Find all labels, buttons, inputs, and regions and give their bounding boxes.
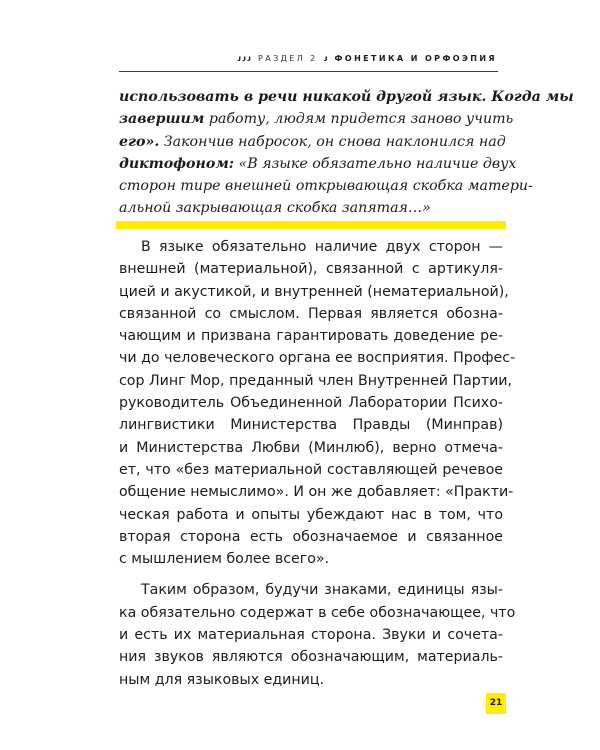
paragraph-1-line: чи до человеческого органа ее восприятия. Профес- xyxy=(119,350,516,367)
body-text xyxy=(119,236,516,691)
excerpt-line-3-rest: Закончив набросок, он снова наклонился над xyxy=(159,133,506,150)
paragraph-2-line: и есть их материальная сторона. Звуки и сочета- xyxy=(119,627,503,644)
header-divider xyxy=(119,71,498,72)
paragraph-1 xyxy=(119,236,516,570)
paragraph-2 xyxy=(119,579,516,690)
page-number: 21 xyxy=(486,693,506,714)
excerpt-line-3-bold: его». xyxy=(119,133,160,150)
excerpt-line-4-rest: «В языке обязательно наличие двух xyxy=(234,155,517,172)
excerpt-line-2-rest: работу, людям придется заново учить xyxy=(204,111,514,128)
excerpt-line-2-bold: завершим xyxy=(119,111,205,128)
excerpt-line-5: сторон тире внешней открывающая скобка матери- xyxy=(119,178,533,195)
paragraph-1-line: руководитель Объединенной Лаборатории Психо- xyxy=(119,395,503,412)
paragraph-1-line: сор Линг Мор, преданный член Внутренней Партии, xyxy=(119,372,513,389)
excerpt-line-1: использовать в речи никакой другой язык. Когда мы xyxy=(119,89,574,105)
chapter-title: ФОНЕТИКА И ОРФОЭПИЯ xyxy=(334,54,497,63)
paragraph-2-line: ным для языковых единиц. xyxy=(119,671,325,688)
paragraph-1-line: чающим и призвана гарантировать доведение ре- xyxy=(119,328,503,345)
excerpt-line-4-bold: диктофоном: xyxy=(119,155,235,172)
paragraph-spacer xyxy=(119,570,503,579)
paragraph-1-line: с мышлением более всего». xyxy=(119,551,330,568)
yellow-divider-bar xyxy=(116,221,506,229)
excerpt-line-2 xyxy=(119,108,514,130)
paragraph-1-line: общение немыслимо». И он же добавляет: «Практи- xyxy=(119,484,514,501)
italic-excerpt xyxy=(119,86,574,220)
paragraph-2-line: ния звуков являются обозначающим, материаль- xyxy=(119,649,503,666)
header-ornament: ᴊᴊᴊ xyxy=(237,54,252,63)
paragraph-1-line: вторая сторона есть обозначаемое и связанное xyxy=(119,528,503,545)
paragraph-1-line: внешней (материальной), связанной с артикуля- xyxy=(119,261,503,278)
excerpt-line-4 xyxy=(119,153,517,175)
paragraph-1-line: ет, что «без материальной составляющей речевое xyxy=(119,461,503,478)
paragraph-1-line: ческая работа и опыты убеждают нас в том, что xyxy=(119,506,503,523)
paragraph-1-line: и Министерства Любви (Минлюб), верно отмеча- xyxy=(119,439,503,456)
excerpt-line-3 xyxy=(119,131,506,153)
excerpt-line-6: альной закрывающая скобка запятая…» xyxy=(119,200,431,217)
section-label: РАЗДЕЛ 2 xyxy=(257,54,318,63)
header-separator: ᴊ xyxy=(323,54,329,63)
paragraph-1-line: цией и акустикой, и внутренней (нематериальной), xyxy=(119,283,509,300)
paragraph-2-line: Таким образом, будучи знаками, единицы язы- xyxy=(141,582,503,599)
paragraph-2-line: ка обязательно содержат в себе обозначающее, что xyxy=(119,604,516,621)
running-header xyxy=(237,54,497,63)
paragraph-1-line: лингвистики Министерства Правды (Минправ) xyxy=(119,417,503,434)
paragraph-1-line: связанной со смыслом. Первая является обозна- xyxy=(119,305,503,322)
paragraph-1-line: В языке обязательно наличие двух сторон — xyxy=(141,239,503,255)
